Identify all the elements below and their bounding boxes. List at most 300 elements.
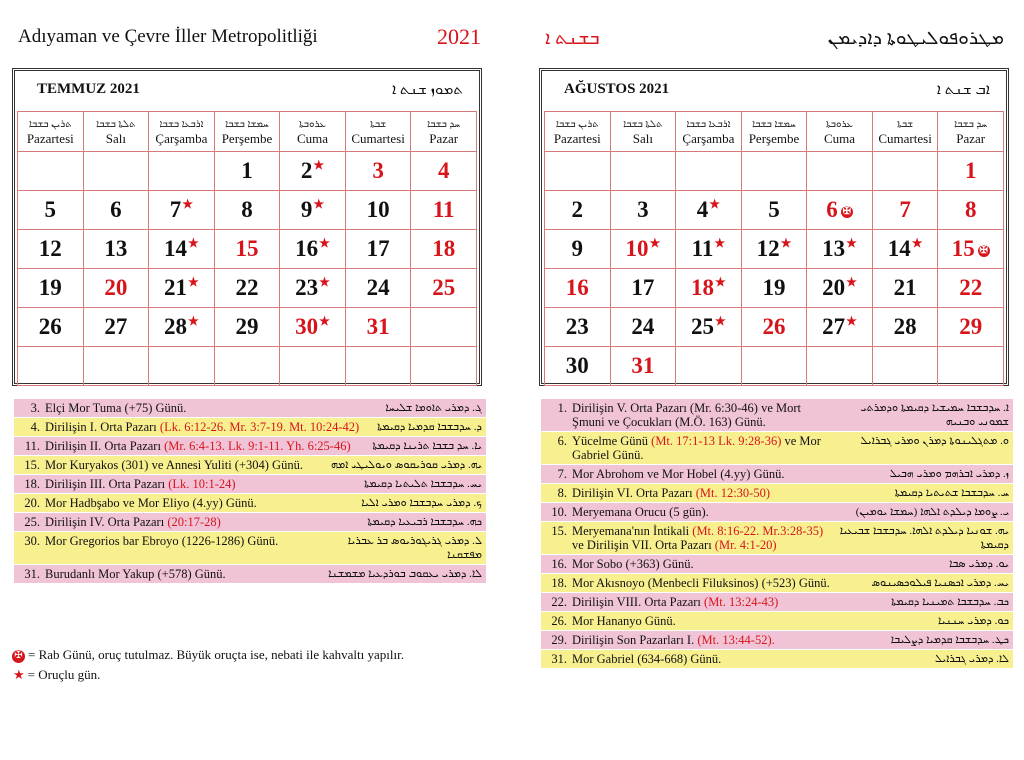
- empty-cell: [676, 152, 742, 191]
- day-cell: [938, 230, 1004, 269]
- note-day: 31.: [551, 652, 567, 666]
- note-syriac: ܝܚ. ܚܕܒܫܒܐ ܬܠܝܬܝܐ ܕܩܝܡܬܐ: [364, 478, 482, 490]
- weekday-syriac: ܫܒܬܐ: [897, 118, 914, 130]
- day-cell: [345, 230, 411, 269]
- day-number: 25: [432, 275, 456, 300]
- day-number: 18: [432, 236, 456, 261]
- note-day: 26.: [551, 614, 567, 628]
- week-row: [545, 308, 1004, 347]
- day-cell: [545, 269, 611, 308]
- day-number: 1: [964, 158, 977, 183]
- note-label: Dirilişin VIII. Orta Pazarı: [572, 595, 705, 609]
- weekday-name: Pazar: [429, 130, 459, 146]
- week-row: [18, 308, 477, 347]
- empty-cell: [676, 347, 742, 386]
- note-text: [572, 557, 943, 571]
- empty-cell: [18, 347, 84, 386]
- star-icon: ★: [313, 158, 325, 172]
- note-row: [541, 432, 1013, 465]
- notes-august: [541, 399, 1013, 669]
- empty-cell: [345, 347, 411, 386]
- note-day: 18.: [551, 576, 567, 590]
- note-label: Dirilişin I. Orta Pazarı: [45, 420, 160, 434]
- star-icon: ★: [319, 314, 330, 328]
- week-row: [545, 152, 1004, 191]
- month-header: [542, 71, 1006, 109]
- notes-july: [14, 399, 486, 584]
- day-cell: [214, 191, 280, 230]
- day-number: 16: [295, 236, 319, 261]
- weekday-header-row: [18, 112, 477, 152]
- day-cell: [741, 191, 807, 230]
- weekday-name: Perşembe: [748, 130, 800, 146]
- day-number: 18: [691, 275, 715, 300]
- day-number: 30: [565, 353, 589, 378]
- note-label: Meryemana Orucu (5 gün).: [572, 505, 709, 519]
- day-number: 10: [366, 197, 390, 222]
- calendar-grid: [544, 111, 1004, 386]
- day-cell: [345, 191, 411, 230]
- star-icon: ★: [13, 667, 25, 682]
- note-syriac: ܓ. ܕܡܪܝ ܬܐܘܡܐ ܫܠܝܚܐ: [385, 402, 482, 414]
- note-day: 7.: [557, 467, 567, 481]
- day-number: 20: [104, 275, 128, 300]
- note-day: 15.: [24, 458, 40, 472]
- note-row: [541, 612, 1013, 631]
- weekday-syriac: ܐܪܒܥܐ ܒܫܒܐ: [159, 118, 204, 130]
- note-row: [14, 532, 486, 565]
- note-text: [572, 467, 884, 481]
- weekday-syriac: ܬܪܝܢ ܒܫܒܐ: [555, 118, 599, 130]
- note-day: 31.: [24, 567, 40, 581]
- note-label: Mor Sobo (+363) Günü.: [572, 557, 694, 571]
- note-text: [45, 567, 322, 581]
- day-cell: [676, 269, 742, 308]
- weekday-syriac: ܥܪܘܒܬܐ: [299, 118, 327, 130]
- note-text: [45, 401, 379, 415]
- day-cell: [545, 308, 611, 347]
- day-number: 19: [762, 275, 786, 300]
- weekday-name: Çarşamba: [155, 130, 208, 146]
- note-day: 4.: [30, 420, 40, 434]
- week-row: [18, 347, 477, 386]
- day-number: 27: [822, 314, 846, 339]
- note-label: Burudanlı Mor Yakup (+578) Günü.: [45, 567, 226, 581]
- note-text: [572, 401, 833, 429]
- star-icon: ★: [714, 236, 726, 250]
- note-syriac: ܝܘ. ܕܡܪܝ ܣܒܐ: [949, 558, 1009, 570]
- note-reference: (Mt. 8:16-22. Mr.3:28-35): [692, 524, 824, 538]
- note-text: [45, 515, 361, 529]
- note-day: 16.: [551, 557, 567, 571]
- note-day: 20.: [24, 496, 40, 510]
- note-row: [14, 437, 486, 456]
- note-label: Dirilişin Son Pazarları I.: [572, 633, 698, 647]
- weekday-name: Cumartesi: [878, 130, 932, 146]
- week-row: [18, 152, 477, 191]
- day-cell: [345, 269, 411, 308]
- note-syriac: ܝܗ. ܫܘܢܝܐ ܕܝܠܕܬ ܐܠܗܐ. ܚܕܒܫܒܐ ܫܒܝܥܝܐ ܕܩܝܡܬܐ: [839, 525, 1009, 551]
- day-number: 22: [235, 275, 259, 300]
- day-number: 15: [951, 236, 975, 261]
- note-text: [572, 434, 854, 462]
- note-row: [541, 465, 1013, 484]
- day-number: 5: [768, 197, 780, 222]
- note-text: [45, 477, 358, 491]
- day-cell: [872, 230, 938, 269]
- note-row: [14, 418, 486, 437]
- empty-cell: [83, 347, 149, 386]
- day-number: 6: [826, 197, 838, 222]
- note-row: [14, 494, 486, 513]
- legend-star: [12, 667, 100, 683]
- star-icon: ★: [846, 236, 857, 250]
- weekday-name: Salı: [632, 130, 653, 146]
- note-day: 30.: [24, 534, 40, 548]
- note-text: [45, 534, 306, 548]
- day-cell: [938, 191, 1004, 230]
- day-number: 13: [104, 236, 128, 261]
- day-number: 3: [637, 197, 649, 222]
- weekday-header: [18, 112, 84, 152]
- calendar-august: [539, 68, 1009, 386]
- week-row: [18, 191, 477, 230]
- note-syriac: ܠܐ. ܕܡܪܝ ܓܒܪܐܝܠ: [934, 653, 1009, 665]
- weekday-syriac: ܚܡܫܐ ܒܫܒܐ: [752, 118, 796, 130]
- star-icon: ★: [313, 197, 325, 211]
- day-number: 13: [822, 236, 846, 261]
- page-title: Adıyaman ve Çevre İller Metropolitliği: [18, 26, 318, 47]
- note-label: Mor Akısnoyo (Menbecli Filuksinos) (+523) Günü.: [572, 576, 830, 590]
- empty-cell: [872, 152, 938, 191]
- day-number: 2: [300, 158, 313, 183]
- day-number: 7: [169, 197, 182, 222]
- day-number: 12: [756, 236, 780, 261]
- week-row: [545, 230, 1004, 269]
- day-number: 20: [822, 275, 846, 300]
- month-syriac-name: ܐܒ ܫܢܬ ܐ: [936, 82, 990, 98]
- day-cell: [807, 230, 873, 269]
- note-reference: (Mt. 13:24-43): [704, 595, 779, 609]
- day-number: 17: [631, 275, 655, 300]
- note-row: [541, 503, 1013, 522]
- day-number: 11: [691, 236, 714, 261]
- star-icon: ★: [188, 236, 199, 250]
- day-cell: [280, 269, 346, 308]
- note-text: [45, 496, 355, 510]
- day-number: 23: [565, 314, 589, 339]
- note-day: 22.: [551, 595, 567, 609]
- star-icon: ★: [188, 275, 199, 289]
- empty-cell: [214, 347, 280, 386]
- day-number: 24: [366, 275, 390, 300]
- note-label: Yücelme Günü: [572, 434, 652, 448]
- day-cell: [280, 191, 346, 230]
- weekday-header: [610, 112, 676, 152]
- star-icon: ★: [188, 314, 199, 328]
- weekday-header: [149, 112, 215, 152]
- month-header: [15, 71, 479, 109]
- star-icon: ★: [715, 314, 726, 328]
- note-label: Mor Kuryakos (301) ve Annesi Yuliti (+304) Günü.: [45, 458, 303, 472]
- weekday-syriac: ܥܪܘܒܬܐ: [826, 118, 854, 130]
- note-row: [14, 475, 486, 494]
- note-syriac: ܙ. ܕܡܪܝ ܐܒܪܗܡ ܘܡܪܝ ܗܒܝܠ: [889, 468, 1009, 480]
- note-day: 8.: [557, 486, 567, 500]
- day-cell: [149, 269, 215, 308]
- day-number: 27: [104, 314, 128, 339]
- day-number: 16: [565, 275, 589, 300]
- day-number: 29: [235, 314, 259, 339]
- day-number: 5: [44, 197, 57, 222]
- note-label: Dirilişin VI. Orta Pazarı: [572, 486, 696, 500]
- note-row: [14, 399, 486, 418]
- note-reference: (Lk. 10:1-24): [168, 477, 236, 491]
- empty-cell: [938, 347, 1004, 386]
- week-row: [545, 347, 1004, 386]
- empty-cell: [149, 152, 215, 191]
- day-cell: [545, 347, 611, 386]
- note-row: [541, 484, 1013, 503]
- note-day: 18.: [24, 477, 40, 491]
- note-syriac: ܚ. ܚܕܒܫܒܐ ܫܬܝܬܝܐ ܕܩܝܡܬܐ: [894, 487, 1009, 499]
- day-cell: [18, 191, 84, 230]
- weekday-header-row: [545, 112, 1004, 152]
- day-cell: [214, 308, 280, 347]
- star-icon: ★: [709, 197, 721, 211]
- weekday-header: [345, 112, 411, 152]
- note-day: 25.: [24, 515, 40, 529]
- day-number: 26: [38, 314, 62, 339]
- empty-cell: [280, 347, 346, 386]
- note-day: 11.: [24, 439, 40, 453]
- calendar-july: [12, 68, 482, 386]
- day-cell: [280, 230, 346, 269]
- note-row: [541, 574, 1013, 593]
- note-label: Dirilişin III. Orta Pazarı: [45, 477, 169, 491]
- note-day: 15.: [551, 524, 567, 538]
- weekday-syriac: ܫܒܬܐ: [370, 118, 387, 130]
- note-label-cont: ve Dirilişin VII. Orta Pazarı: [572, 538, 715, 552]
- day-cell: [411, 230, 477, 269]
- day-cell: [545, 191, 611, 230]
- day-number: 8: [964, 197, 977, 222]
- weekday-name: Cumartesi: [351, 130, 405, 146]
- note-syriac: ܟܒ. ܚܕܒܫܒܐ ܬܡܝܢܝܐ ܕܩܝܡܬܐ: [891, 596, 1009, 608]
- day-cell: [83, 230, 149, 269]
- weekday-syriac: ܬܠܬܐ ܒܫܒܐ: [96, 118, 136, 130]
- note-text: [572, 614, 932, 628]
- empty-cell: [807, 347, 873, 386]
- note-row: [541, 631, 1013, 650]
- note-label: Mor Hananyo Günü.: [572, 614, 676, 628]
- empty-cell: [18, 152, 84, 191]
- note-day: 29.: [551, 633, 567, 647]
- weekday-name: Çarşamba: [682, 130, 735, 146]
- empty-cell: [83, 152, 149, 191]
- day-cell: [18, 308, 84, 347]
- star-icon: ★: [319, 236, 330, 250]
- weekday-syriac: ܚܕ ܒܫܒܐ: [954, 118, 988, 130]
- note-label: Mor Gregorios bar Ebroyo (1226-1286) Günü.: [45, 534, 279, 548]
- day-number: 12: [38, 236, 62, 261]
- empty-cell: [149, 347, 215, 386]
- month-name: AĞUSTOS 2021: [564, 81, 670, 97]
- empty-cell: [610, 152, 676, 191]
- day-number: 9: [300, 197, 313, 222]
- note-row: [14, 565, 486, 584]
- day-cell: [741, 308, 807, 347]
- day-number: 9: [571, 236, 584, 261]
- weekday-header: [214, 112, 280, 152]
- day-number: 11: [432, 197, 455, 222]
- day-number: 7: [899, 197, 911, 222]
- weekday-syriac: ܬܪܝܢ ܒܫܒܐ: [28, 118, 72, 130]
- note-reference: (Lk. 6:12-26. Mr. 3:7-19. Mt. 10:24-42): [159, 420, 360, 434]
- day-cell: [149, 191, 215, 230]
- note-syriac: ܟ. ܕܡܪܝ ܚܕܒܫܒܐ ܘܡܪܝ ܐܠܝܐ: [361, 497, 482, 509]
- weekday-syriac: ܐܪܒܥܐ ܒܫܒܐ: [686, 118, 731, 130]
- note-reference: (Mt. 17:1-13 Lk. 9:28-36): [651, 434, 782, 448]
- weekday-header: [280, 112, 346, 152]
- note-reference: (20:17-28): [167, 515, 221, 529]
- note-label: Dirilişin IV. Orta Pazarı: [45, 515, 168, 529]
- note-syriac: ܐ. ܚܕܒܫܒܐ ܚܡܝܫܝܐ ܕܩܝܡܬܐ ܘܕܡܪܬܝ ܫܡܘܢܝ ܘܒܢܝܗ: [860, 402, 1009, 428]
- day-cell: [214, 269, 280, 308]
- note-reference: (Mr. 4:1-20): [714, 538, 777, 552]
- note-text: [572, 595, 885, 609]
- day-number: 30: [295, 314, 319, 339]
- day-cell: [545, 230, 611, 269]
- day-cell: [280, 308, 346, 347]
- empty-cell: [741, 347, 807, 386]
- weekday-name: Pazartesi: [553, 130, 601, 146]
- day-number: 4: [437, 158, 450, 183]
- day-cell: [872, 191, 938, 230]
- note-text: [572, 633, 885, 647]
- day-number: 19: [38, 275, 62, 300]
- day-cell: [345, 308, 411, 347]
- note-day: 6.: [557, 434, 567, 448]
- day-cell: [610, 308, 676, 347]
- note-label: Dirilişin II. Orta Pazarı: [45, 439, 165, 453]
- day-number: 10: [625, 236, 649, 261]
- note-label: Elçi Mor Tuma (+75) Günü.: [45, 401, 187, 415]
- empty-cell: [411, 347, 477, 386]
- day-number: 21: [893, 275, 917, 300]
- syriac-year-label: ܒܫܢܬ ܐ: [545, 28, 600, 49]
- day-number: 28: [164, 314, 188, 339]
- note-syriac: ܟܗ. ܚܕܒܫܒܐ ܪܒܝܥܝܐ ܕܩܝܡܬܐ: [367, 516, 482, 528]
- note-row: [541, 650, 1013, 669]
- day-cell: [610, 269, 676, 308]
- cross-circle-icon: ✠: [842, 205, 851, 217]
- day-cell: [938, 152, 1004, 191]
- day-number: 15: [235, 236, 259, 261]
- weekday-header: [676, 112, 742, 152]
- day-cell: [807, 308, 873, 347]
- day-cell: [676, 308, 742, 347]
- day-cell: [610, 191, 676, 230]
- day-cell: [807, 191, 873, 230]
- day-cell: [411, 152, 477, 191]
- weekday-name: Pazartesi: [26, 130, 74, 146]
- note-row: [541, 555, 1013, 574]
- note-text: [572, 576, 865, 590]
- week-row: [18, 230, 477, 269]
- day-number: 31: [366, 314, 390, 339]
- note-reference: (Mr. 6:4-13. Lk. 9:1-11. Yh. 6:25-46): [164, 439, 351, 453]
- day-number: 8: [241, 197, 253, 222]
- star-icon: ★: [319, 275, 330, 289]
- star-icon: ★: [649, 236, 661, 250]
- weekday-name: Perşembe: [221, 130, 273, 146]
- note-syriac: ܘ. ܡܬܓܠܝܢܘܬܐ ܕܡܪܢ ܘܡܪܝ ܓܒܪܐܝܠ: [860, 435, 1009, 447]
- year-label: 2021: [437, 24, 481, 49]
- weekday-syriac: ܚܕ ܒܫܒܐ: [427, 118, 461, 130]
- note-row: [14, 513, 486, 532]
- month-syriac-name: ܬܡܘܙ ܫܢܬ ܐ: [391, 82, 463, 98]
- note-day: 10.: [551, 505, 567, 519]
- note-syriac: ܝ. ܨܘܡܐ ܕܝܠܕܬ ܐܠܗܐ (ܚܡܫܐ ܝܘܡܝܢ): [855, 506, 1009, 518]
- weekday-header: [545, 112, 611, 152]
- note-text: [45, 439, 366, 453]
- weekday-name: Pazar: [956, 130, 986, 146]
- day-cell: [872, 308, 938, 347]
- star-icon: ★: [846, 275, 857, 289]
- note-syriac: ܟܛ. ܚܕܒܫܒܐ ܩܕܡܝܐ ܕܨܠܝܒܐ: [890, 634, 1009, 646]
- day-cell: [149, 308, 215, 347]
- legend-rab: [12, 647, 404, 663]
- day-cell: [807, 269, 873, 308]
- note-syriac: ܠܐ. ܕܡܪܝ ܝܥܩܘܒ ܒܘܪܕܥܝܐ ܡܫܡܫܢܐ: [328, 568, 482, 580]
- day-cell: [411, 269, 477, 308]
- weekday-header: [741, 112, 807, 152]
- day-cell: [872, 269, 938, 308]
- day-cell: [741, 269, 807, 308]
- day-number: 22: [959, 275, 983, 300]
- note-text: [45, 458, 325, 472]
- syriac-title: ܡܛܪܘܦܘܠܝܛܘܬܐ ܕܐܕܝܡܢ: [827, 28, 1004, 49]
- note-label: Meryemana'nın İntikali: [572, 524, 693, 538]
- week-row: [545, 191, 1004, 230]
- note-syriac: ܝܐ. ܚܕ ܒܫܒܐ ܬܪܝܢܐ ܕܩܝܡܬܐ: [372, 440, 482, 452]
- note-day: 1.: [557, 401, 567, 415]
- day-number: 25: [691, 314, 715, 339]
- day-cell: [280, 152, 346, 191]
- note-syriac: ܝܚ. ܕܡܪܝ ܐܟܣܢܝܐ ܦܝܠܘܟܣܝܢܘܣ: [871, 577, 1009, 589]
- day-number: 1: [241, 158, 253, 183]
- weekday-header: [807, 112, 873, 152]
- weekday-syriac: ܚܡܫܐ ܒܫܒܐ: [225, 118, 269, 130]
- day-cell: [938, 308, 1004, 347]
- cross-circle-icon: ✠: [979, 244, 988, 256]
- note-label: Mor Hadbşabo ve Mor Eliyo (4.yy) Günü.: [45, 496, 257, 510]
- calendar-grid: [17, 111, 477, 386]
- day-number: 23: [295, 275, 319, 300]
- weekday-header: [411, 112, 477, 152]
- empty-cell: [545, 152, 611, 191]
- day-cell: [345, 152, 411, 191]
- day-cell: [83, 269, 149, 308]
- weekday-header: [938, 112, 1004, 152]
- week-row: [545, 269, 1004, 308]
- note-row: [541, 522, 1013, 555]
- note-text: [572, 505, 850, 519]
- star-icon: ★: [780, 236, 792, 250]
- empty-cell: [807, 152, 873, 191]
- note-label: Mor Gabriel (634-668) Günü.: [572, 652, 722, 666]
